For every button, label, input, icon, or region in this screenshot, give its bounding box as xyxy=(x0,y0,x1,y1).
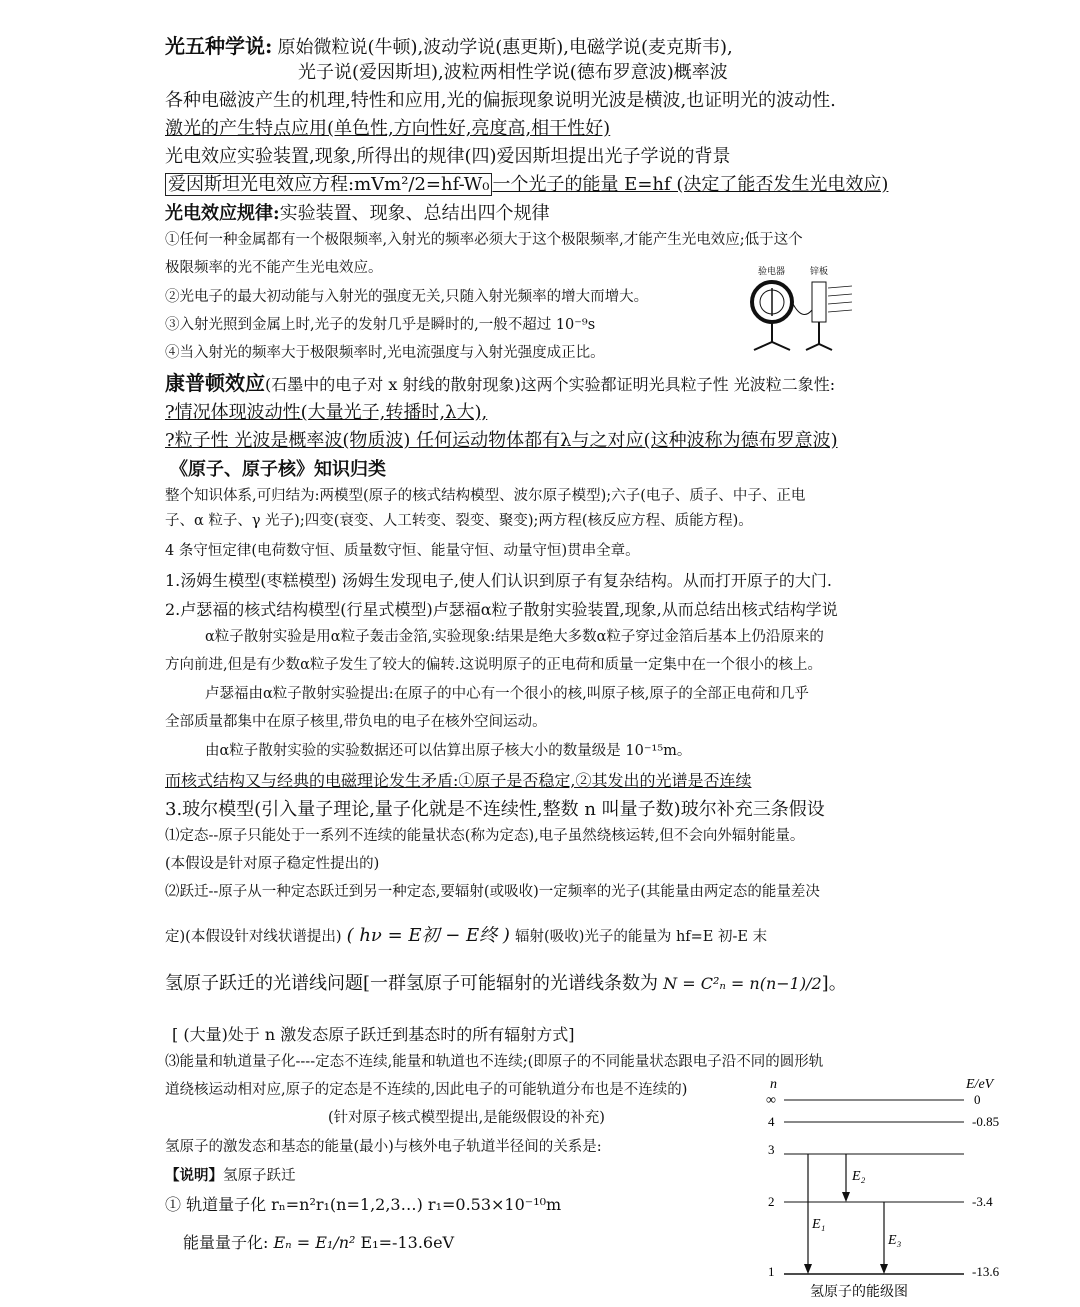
photon-energy-text: 一个光子的能量 E=hf (决定了能否发生光电效应) xyxy=(492,174,889,195)
theories-line1: 原始微粒说(牛顿),波动学说(惠更斯),电磁学说(麦克斯韦), xyxy=(277,37,733,58)
spectral-lines-line xyxy=(165,973,847,995)
particle-nature-line: ?粒子性 光波是概率波(物质波) 任何运动物体都有λ与之对应(这种波称为德布罗意波) xyxy=(165,430,838,451)
rule-3: ③入射光照到金属上时,光子的发射几乎是瞬时的,一般不超过 10⁻⁹s xyxy=(165,317,596,333)
relation-line: 氢原子的激发态和基态的能量(最小)与核外电子轨道半径间的关系是: xyxy=(165,1139,602,1155)
energy-quantization-label: 能量量子化: xyxy=(183,1233,269,1252)
postulate-3c: (针对原子核式模型提出,是能级假设的补充) xyxy=(328,1110,605,1126)
photon-energy-formula-text: 辐射(吸收)光子的能量为 hf=E 初-E 末 xyxy=(515,929,768,945)
em-wave-line: 各种电磁波产生的机理,特性和应用,光的偏振现象说明光波是横波,也证明光的波动性. xyxy=(165,90,836,111)
zinc-plate-label: 锌板 xyxy=(810,266,829,276)
hydrogen-energy-level-diagram xyxy=(760,1074,1020,1304)
atom-p1a: 整个知识体系,可归结为:两模型(原子的核式结构模型、波尔原子模型);六子(电子、质子、中子、正电 xyxy=(165,488,806,504)
postulate-1: ⑴定态--原子只能处于一系列不连续的能量状态(称为定态),电子虽然绕核运转,但不会向外辐射能量。 xyxy=(165,828,805,844)
thomson-model-line: 1.汤姆生模型(枣糕模型) 汤姆生发现电子,使人们认识到原子有复杂结构。从而打开原子的大门. xyxy=(165,571,833,590)
level-e-4: -0.85 xyxy=(972,1114,1000,1129)
postulate-3b: 道绕核运动相对应,原子的定态是不连续的,因此电子的可能轨道分布也是不连续的) xyxy=(165,1082,688,1098)
rutherford-p-d: 全部质量都集中在原子核里,带负电的电子在核外空间运动。 xyxy=(165,714,547,730)
ground-energy-value: E₁=-13.6eV xyxy=(360,1233,455,1252)
transition-formula: ( hν = E初 − E终 ) xyxy=(346,925,510,946)
rutherford-p-b: 方向前进,但是有少数α粒子发生了较大的偏转.这说明原子的正电荷和质量一定集中在一个很小的核上。 xyxy=(165,657,823,673)
atom-section-title: 《原子、原子核》知识归类 xyxy=(170,459,386,480)
theories-block xyxy=(165,34,733,59)
level-e-2: -3.4 xyxy=(972,1194,993,1209)
postulate-2b: 定)(本假设针对线状谱提出) xyxy=(165,929,342,945)
orbit-quantization-line: ① 轨道量子化 rₙ=n²r₁(n=1,2,3…) r₁=0.53×10⁻¹⁰m xyxy=(165,1195,562,1214)
laser-line: 激光的产生特点应用(单色性,方向性好,亮度高,相干性好) xyxy=(165,118,611,139)
rules-title: 光电效应规律: xyxy=(165,203,280,224)
level-n-4: 4 xyxy=(768,1114,775,1129)
photoelectric-rules-heading xyxy=(165,203,550,225)
compton-rest: (石墨中的电子对 x 射线的散射现象)这两个实验都证明光具粒子性 光波粒二象性: xyxy=(265,375,836,394)
arrow-e1-label: E₁ xyxy=(812,1217,826,1232)
level-n-inf: ∞ xyxy=(766,1093,776,1108)
energy-quantization-formula: Eₙ = E₁/n² xyxy=(273,1233,356,1252)
postulate-2-line xyxy=(165,925,767,947)
electroscope-label: 验电器 xyxy=(758,266,786,276)
photoelectric-apparatus-figure xyxy=(740,262,860,358)
compton-line xyxy=(165,371,835,395)
n-axis-label: n xyxy=(770,1077,777,1092)
rule-4: ④当入射光的频率大于极限频率时,光电流强度与入射光强度成正比。 xyxy=(165,345,605,361)
level-n-1: 1 xyxy=(768,1264,775,1279)
postulate-1-note: (本假设是针对原子稳定性提出的) xyxy=(165,856,380,872)
postulate-3a: ⑶能量和轨道量子化----定态不连续,能量和轨道也不连续;(即原子的不同能量状态跟电子沿不同的圆形轨 xyxy=(165,1054,824,1070)
note-line xyxy=(165,1167,296,1185)
spectral-lines-end: ]。 xyxy=(821,973,847,994)
rule-1a: ①任何一种金属都有一个极限频率,入射光的频率必须大于这个极限频率,才能产生光电效应;低于这个 xyxy=(165,232,803,248)
photoelectric-setup-line: 光电效应实验装置,现象,所得出的规律(四)爱因斯坦提出光子学说的背景 xyxy=(165,146,731,167)
diagram-caption: 氢原子的能级图 xyxy=(810,1285,908,1300)
spectral-lines-text: 氢原子跃迁的光谱线问题[一群氢原子可能辐射的光谱线条数为 xyxy=(165,973,659,994)
wave-nature-line: ?情况体现波动性(大量光子,转播时,λ大), xyxy=(165,402,488,423)
rule-2: ②光电子的最大初动能与入射光的强度无关,只随入射光频率的增大而增大。 xyxy=(165,289,649,305)
rutherford-p-c: 卢瑟福由α粒子散射实验提出:在原子的中心有一个很小的核,叫原子核,原子的全部正电荷和几乎 xyxy=(205,686,809,702)
level-e-1: -13.6 xyxy=(972,1264,1000,1279)
arrow-e3-label: E₃ xyxy=(888,1233,902,1248)
level-n-2: 2 xyxy=(768,1194,775,1209)
postulate-2: ⑵跃迁--原子从一种定态跃迁到另一种定态,要辐射(或吸收)一定频率的光子(其能量由两定态的能量差决 xyxy=(165,884,820,900)
arrow-e2-label: E₂ xyxy=(852,1169,866,1184)
classical-conflict-line: 而核式结构又与经典的电磁理论发生矛盾:①原子是否稳定,②其发出的光谱是否连续 xyxy=(165,771,752,790)
rutherford-p-a: α粒子散射实验是用α粒子轰击金箔,实验现象:结果是绝大多数α粒子穿过金箔后基本上仍沿原来的 xyxy=(205,629,824,645)
einstein-equation-line xyxy=(165,174,888,196)
rutherford-p-e: 由α粒子散射实验的实验数据还可以估算出原子核大小的数量级是 10⁻¹⁵m。 xyxy=(205,743,692,759)
rules-title-rest: 实验装置、现象、总结出四个规律 xyxy=(279,203,550,224)
all-modes-line: [ (大量)处于 n 激发态原子跃迁到基态时的所有辐射方式] xyxy=(172,1025,575,1044)
rule-1b: 极限频率的光不能产生光电效应。 xyxy=(165,260,383,276)
einstein-equation-box: 爱因斯坦光电效应方程:mVm²/2=hf-W₀ xyxy=(165,173,492,196)
spectral-lines-formula: N = C²ₙ = n(n−1)/2 xyxy=(663,974,822,993)
compton-title: 康普顿效应 xyxy=(165,371,265,395)
atom-p1b: 子、α 粒子、γ 光子);四变(衰变、人工转变、裂变、聚变);两方程(核反应方程、质能方程)。 xyxy=(165,513,753,529)
theories-title: 光五种学说: xyxy=(165,34,273,58)
level-n-3: 3 xyxy=(768,1142,775,1157)
level-e-inf: 0 xyxy=(974,1092,981,1107)
rutherford-model-line: 2.卢瑟福的核式结构模型(行星式模型)卢瑟福α粒子散射实验装置,现象,从而总结出核式结构学说 xyxy=(165,600,838,619)
theories-line2: 光子说(爱因斯坦),波粒两相性学说(德布罗意波)概率波 xyxy=(298,62,728,83)
atom-p2: 4 条守恒定律(电荷数守恒、质量数守恒、能量守恒、动量守恒)贯串全章。 xyxy=(165,543,640,559)
note-tag: 【说明】 xyxy=(165,1167,223,1184)
note-text: 氢原子跃迁 xyxy=(223,1168,296,1184)
energy-quantization-line xyxy=(183,1233,454,1252)
energy-axis-label: E/eV xyxy=(966,1077,994,1092)
bohr-model-line: 3.玻尔模型(引入量子理论,量子化就是不连续性,整数 n 叫量子数)玻尔补充三条假设 xyxy=(165,799,825,820)
